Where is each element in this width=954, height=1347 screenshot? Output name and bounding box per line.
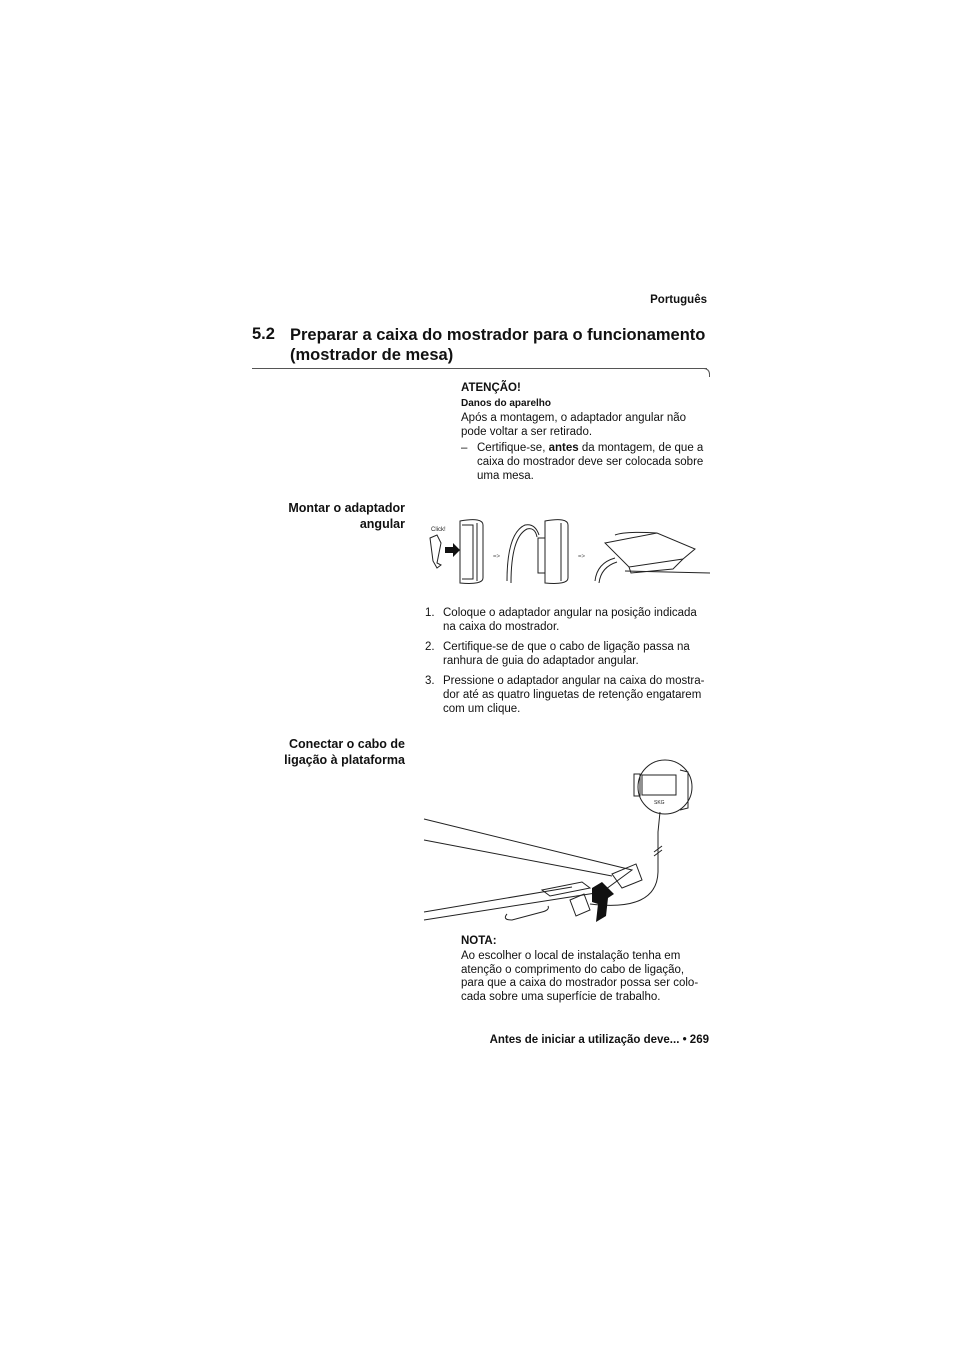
- section-title: [290, 325, 720, 365]
- device-label: SKG: [654, 800, 665, 806]
- bullet-text: [477, 441, 711, 483]
- step-text-line: com um clique.: [443, 703, 521, 715]
- bullet-suffix: da montagem, de que a: [578, 442, 704, 454]
- mount-heading: [252, 500, 405, 532]
- note-line3: para que a caixa do mostrador possa ser colo-: [461, 977, 699, 989]
- step-text-line: Pressione o adaptador angular na caixa do mostra-: [443, 675, 705, 687]
- mount-heading-line2: angular: [359, 517, 405, 531]
- attention-text-line2: pode voltar a ser retirado.: [461, 426, 593, 438]
- section-divider: [252, 368, 707, 369]
- bullet-line3: uma mesa.: [477, 470, 534, 482]
- cable-curve-2: [507, 525, 539, 581]
- bullet-line1: [477, 441, 711, 455]
- step-text-line: ranhura de guia do adaptador angular.: [443, 655, 639, 667]
- note-line1: Ao escolher o local de instalação tenha em: [461, 950, 681, 962]
- language-label: Português: [650, 294, 707, 306]
- step-text: [443, 640, 713, 668]
- bullet-prefix: Certifique-se,: [477, 442, 549, 454]
- note-title: NOTA:: [461, 935, 497, 947]
- attention-text: [461, 411, 711, 439]
- display-box-3: [605, 533, 695, 567]
- figure-arrow-2: =>: [578, 554, 586, 560]
- insert-arrow-icon: [592, 882, 614, 922]
- bullet-dash: –: [461, 442, 468, 454]
- note-line4: cada sobre uma superfície de trabalho.: [461, 990, 661, 1003]
- display-screen: [642, 775, 676, 795]
- bullet-line2: caixa do mostrador deve ser colocada sobre: [477, 456, 704, 468]
- step-text-line: dor até as quatro linguetas de retenção engatarem: [443, 689, 702, 701]
- section-title-line1: Preparar a caixa do mostrador para o funcionamento: [290, 326, 706, 344]
- display-box-2: [545, 520, 568, 584]
- step-text: [443, 674, 713, 716]
- step-text-line: na caixa do mostrador.: [443, 621, 560, 633]
- figure-arrow-1: =>: [493, 554, 501, 560]
- section-title-line2: (mostrador de mesa): [290, 346, 454, 364]
- step-text-line: Coloque o adaptador angular na posição indicada: [443, 607, 697, 619]
- attention-text-line1: Após a montagem, o adaptador angular não: [461, 412, 687, 424]
- note-text: [461, 950, 713, 1004]
- section-number: 5.2: [252, 325, 275, 343]
- platform-connection-figure: [422, 752, 714, 932]
- display-box-1: [460, 520, 483, 584]
- connect-heading: [252, 736, 405, 768]
- note-line2: atenção o comprimento do cabo de ligação,: [461, 963, 685, 976]
- attention-title: ATENÇÃO!: [461, 382, 521, 394]
- step-number: 2.: [425, 641, 435, 653]
- connector-plug: [570, 894, 590, 916]
- platform-handle: [505, 906, 548, 920]
- step-number: 1.: [425, 607, 435, 619]
- step-text: [443, 606, 713, 634]
- push-arrow-icon: [445, 543, 460, 557]
- connect-heading-line2: ligação à plataforma: [284, 753, 405, 767]
- mount-adapter-figure: [425, 513, 710, 588]
- display-unit: [638, 760, 692, 814]
- section-divider-end: [703, 368, 710, 377]
- connect-heading-line1: Conectar o cabo de: [289, 737, 405, 751]
- mount-heading-line1: Montar o adaptador: [288, 501, 405, 515]
- step-text-line: Certifique-se de que o cabo de ligação passa na: [443, 641, 690, 653]
- page-footer: Antes de iniciar a utilização deve... • 269: [489, 1034, 709, 1046]
- step-number: 3.: [425, 675, 435, 687]
- click-label: Click!: [431, 527, 446, 533]
- adapter-piece-1: [430, 535, 441, 568]
- bullet-bold: antes: [548, 442, 579, 454]
- attention-subtitle: Danos do aparelho: [461, 398, 552, 409]
